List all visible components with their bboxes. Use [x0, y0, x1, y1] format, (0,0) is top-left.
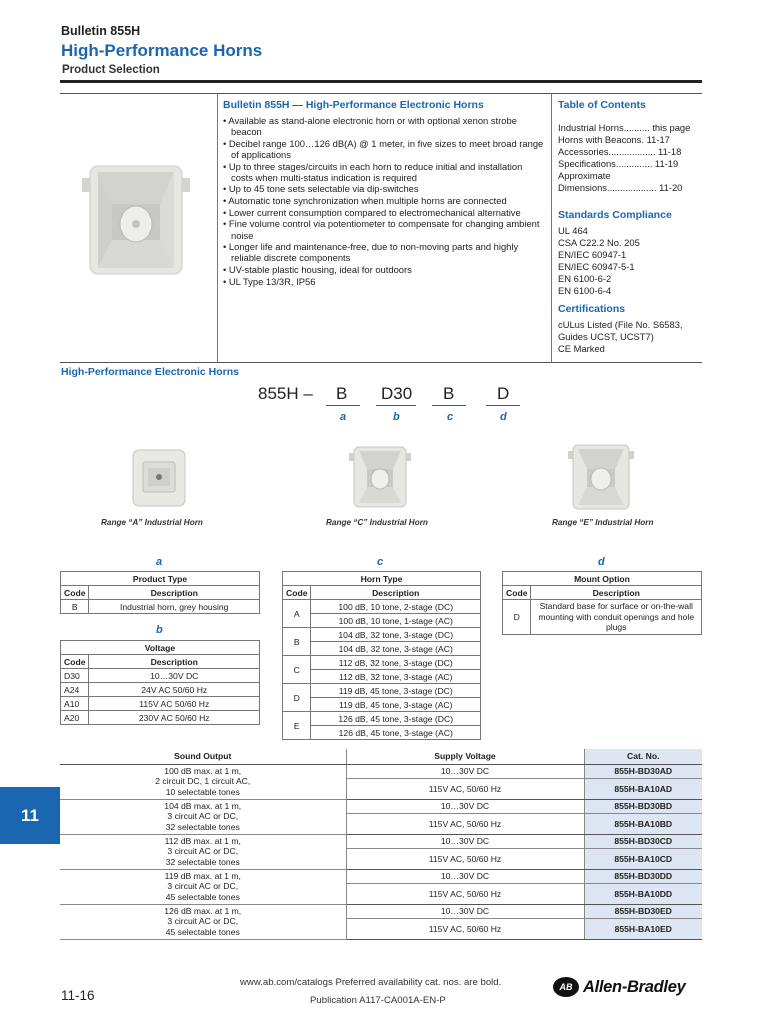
footer-publication: Publication A117-CA001A-EN-P — [310, 995, 446, 1006]
table-letter: b — [156, 624, 163, 636]
table-row: 100 dB max. at 1 m, 2 circuit DC, 1 circuit AC, 10 selectable tones 10…30V DC 855H-BD30AD — [60, 764, 702, 778]
standards-heading: Standards Compliance — [558, 209, 672, 221]
feature-item: • Fine volume control via potentiometer to compensate for changing ambient noise — [223, 218, 545, 240]
col-header: Supply Voltage — [346, 749, 584, 764]
table-title: Horn Type — [283, 572, 481, 586]
code-letter: a — [340, 411, 347, 423]
table-row: 126 dB, 45 tone, 3-stage (AC) — [283, 726, 481, 740]
table-row: 126 dB max. at 1 m, 3 circuit AC or DC, 45 selectable tones 10…30V DC 855H-BD30ED — [60, 904, 702, 918]
cat-no[interactable]: 855H-BD30CD — [584, 834, 702, 848]
horn-range-e-image — [568, 441, 634, 513]
code-letter: d — [500, 411, 507, 423]
cat-no[interactable]: 855H-BD30BD — [584, 799, 702, 813]
certification-item: cULus Listed (File No. S6583, — [558, 319, 683, 330]
toc-item[interactable]: Industrial Horns.......... this page — [558, 122, 691, 133]
table-row: B 104 dB, 32 tone, 3-stage (DC) — [283, 628, 481, 642]
col-header: Code — [503, 586, 531, 600]
table-row: B Industrial horn, grey housing — [61, 600, 260, 614]
table-letter: d — [598, 556, 605, 568]
range-caption: Range “A” Industrial Horn — [101, 518, 203, 527]
table-letter: a — [156, 556, 163, 568]
certifications-list — [558, 319, 683, 355]
standard-item: CSA C22.2 No. 205 — [558, 237, 640, 248]
code-underline — [486, 405, 520, 406]
footer-url[interactable]: www.ab.com/catalogs Preferred availability cat. nos. are bold. — [240, 977, 502, 988]
col-header: Code — [283, 586, 311, 600]
table-row: 104 dB max. at 1 m, 3 circuit AC or DC, 32 selectable tones 10…30V DC 855H-BD30BD — [60, 799, 702, 813]
page-subtitle: Product Selection — [62, 64, 160, 76]
page-number: 11-16 — [61, 988, 95, 1003]
feature-item: • Up to 45 tone sets selectable via dip-switches — [223, 183, 545, 194]
col-header: Sound Output — [60, 749, 346, 764]
horn-range-c-image — [349, 443, 411, 511]
standards-list — [558, 225, 640, 297]
feature-item: • UV-stable plastic housing, ideal for outdoors — [223, 264, 545, 275]
table-row: A20 230V AC 50/60 Hz — [61, 711, 260, 725]
cat-no[interactable]: 855H-BA10CD — [584, 848, 702, 869]
section-heading: High-Performance Electronic Horns — [61, 366, 239, 378]
table-row: 115V AC, 50/60 Hz 855H-BA10BD — [60, 813, 702, 834]
table-row: D Standard base for surface or on-the-wall mounting with conduit openings and hole plugs — [503, 600, 702, 635]
horn-image — [82, 160, 190, 280]
table-row: 115V AC, 50/60 Hz 855H-BA10CD — [60, 848, 702, 869]
col-header: Description — [89, 586, 260, 600]
sound-output-cell: 104 dB max. at 1 m, 3 circuit AC or DC, 32 selectable tones — [60, 799, 346, 834]
certification-item: Guides UCST, UCST7) — [558, 331, 654, 342]
feature-item: • Decibel range 100…126 dB(A) @ 1 meter, in five sizes to meet broad range of applications — [223, 138, 545, 160]
voltage-table — [60, 640, 260, 725]
toc-list — [558, 122, 700, 194]
standard-item: EN/IEC 60947-5-1 — [558, 261, 635, 272]
table-row: A10 115V AC 50/60 Hz — [61, 697, 260, 711]
col-header: Description — [89, 655, 260, 669]
table-row: 112 dB max. at 1 m, 3 circuit AC or DC, 32 selectable tones 10…30V DC 855H-BD30CD — [60, 834, 702, 848]
cat-no[interactable]: 855H-BD30ED — [584, 904, 702, 918]
code-underline — [376, 405, 416, 406]
table-row: A 100 dB, 10 tone, 2-stage (DC) — [283, 600, 481, 614]
toc-heading: Table of Contents — [558, 99, 646, 111]
features-heading: Bulletin 855H — High-Performance Electronic Horns — [223, 99, 484, 111]
cat-no[interactable]: 855H-BA10ED — [584, 918, 702, 939]
toc-item[interactable]: Dimensions................... 11-20 — [558, 182, 683, 193]
feature-item: • Up to three stages/circuits in each horn to reduce initial and installation costs when multi-status indication is required — [223, 161, 545, 183]
col-header: Code — [61, 586, 89, 600]
header-rule — [60, 80, 702, 83]
standard-item: UL 464 — [558, 225, 588, 236]
product-type-table — [60, 571, 260, 614]
code-underline — [326, 405, 360, 406]
section-tab[interactable]: 11 — [0, 787, 60, 844]
standard-item: EN 6100-6-4 — [558, 285, 612, 296]
code-underline — [432, 405, 466, 406]
table-row: 100 dB, 10 tone, 1-stage (AC) — [283, 614, 481, 628]
page-title: High-Performance Horns — [61, 41, 263, 60]
features-list — [223, 115, 545, 287]
certifications-heading: Certifications — [558, 303, 626, 315]
sound-output-cell: 119 dB max. at 1 m, 3 circuit AC or DC, 45 selectable tones — [60, 869, 346, 904]
certification-item: CE Marked — [558, 343, 605, 354]
toc-item[interactable]: Accessories.................. 11-18 — [558, 146, 682, 157]
table-row: 112 dB, 32 tone, 3-stage (AC) — [283, 670, 481, 684]
mount-option-table — [502, 571, 702, 635]
table-row: 115V AC, 50/60 Hz 855H-BA10ED — [60, 918, 702, 939]
brand-name: Allen-Bradley — [583, 978, 686, 996]
range-caption: Range “C” Industrial Horn — [326, 518, 428, 527]
cat-no[interactable]: 855H-BA10DD — [584, 883, 702, 904]
code-part-d: D — [497, 384, 510, 403]
table-row: A24 24V AC 50/60 Hz — [61, 683, 260, 697]
table-row: 119 dB max. at 1 m, 3 circuit AC or DC, 45 selectable tones 10…30V DC 855H-BD30DD — [60, 869, 702, 883]
table-title: Voltage — [61, 641, 260, 655]
sound-output-cell: 126 dB max. at 1 m, 3 circuit AC or DC, 45 selectable tones — [60, 904, 346, 939]
cat-no[interactable]: 855H-BD30DD — [584, 869, 702, 883]
horn-type-table — [282, 571, 481, 740]
table-letter: c — [377, 556, 384, 568]
feature-item: • Lower current consumption compared to electromechanical alternative — [223, 207, 545, 218]
ab-logo-icon: AB — [553, 977, 579, 997]
selection-table — [60, 749, 702, 940]
col-header: Code — [61, 655, 89, 669]
range-caption: Range “E” Industrial Horn — [552, 518, 654, 527]
col-header: Description — [311, 586, 481, 600]
table-row: 115V AC, 50/60 Hz 855H-BA10DD — [60, 883, 702, 904]
standard-item: EN 6100-6-2 — [558, 273, 612, 284]
table-row: 104 dB, 32 tone, 3-stage (AC) — [283, 642, 481, 656]
info-divider — [217, 93, 218, 363]
feature-item: • UL Type 13/3R, IP56 — [223, 276, 545, 287]
cat-no[interactable]: 855H-BA10AD — [584, 778, 702, 799]
table-row: C 112 dB, 32 tone, 3-stage (DC) — [283, 656, 481, 670]
code-letter: c — [447, 411, 454, 423]
horn-range-a-image — [131, 448, 187, 508]
col-header: Cat. No. — [584, 749, 702, 764]
table-row: 119 dB, 45 tone, 3-stage (AC) — [283, 698, 481, 712]
bulletin-label: Bulletin 855H — [61, 24, 141, 38]
table-title: Product Type — [61, 572, 260, 586]
feature-item: • Longer life and maintenance-free, due to non-moving parts and highly reliable discrete components — [223, 241, 545, 263]
table-row: E 126 dB, 45 tone, 3-stage (DC) — [283, 712, 481, 726]
col-header: Description — [531, 586, 702, 600]
table-row: 115V AC, 50/60 Hz 855H-BA10AD — [60, 778, 702, 799]
toc-item[interactable]: Horns with Beacons. 11-17 — [558, 134, 670, 145]
catalog-prefix: 855H – — [258, 384, 313, 403]
feature-item: • Automatic tone synchronization when multiple horns are connected — [223, 195, 545, 206]
table-row: D 119 dB, 45 tone, 3-stage (DC) — [283, 684, 481, 698]
cat-no[interactable]: 855H-BD30AD — [584, 764, 702, 778]
code-part-c: B — [443, 384, 455, 403]
info-divider — [551, 93, 552, 363]
sound-output-cell: 112 dB max. at 1 m, 3 circuit AC or DC, 32 selectable tones — [60, 834, 346, 869]
code-part-a: B — [336, 384, 348, 403]
code-letter: b — [393, 411, 400, 423]
code-part-b: D30 — [381, 384, 413, 403]
feature-item: • Available as stand-alone electronic horn or with optional xenon strobe beacon — [223, 115, 545, 137]
sound-output-cell: 100 dB max. at 1 m, 2 circuit DC, 1 circuit AC, 10 selectable tones — [60, 764, 346, 799]
toc-item: Approximate — [558, 170, 611, 181]
table-row: D30 10…30V DC — [61, 669, 260, 683]
table-title: Mount Option — [503, 572, 702, 586]
cat-no[interactable]: 855H-BA10BD — [584, 813, 702, 834]
standard-item: EN/IEC 60947-1 — [558, 249, 627, 260]
toc-item[interactable]: Specifications.............. 11-19 — [558, 158, 679, 169]
